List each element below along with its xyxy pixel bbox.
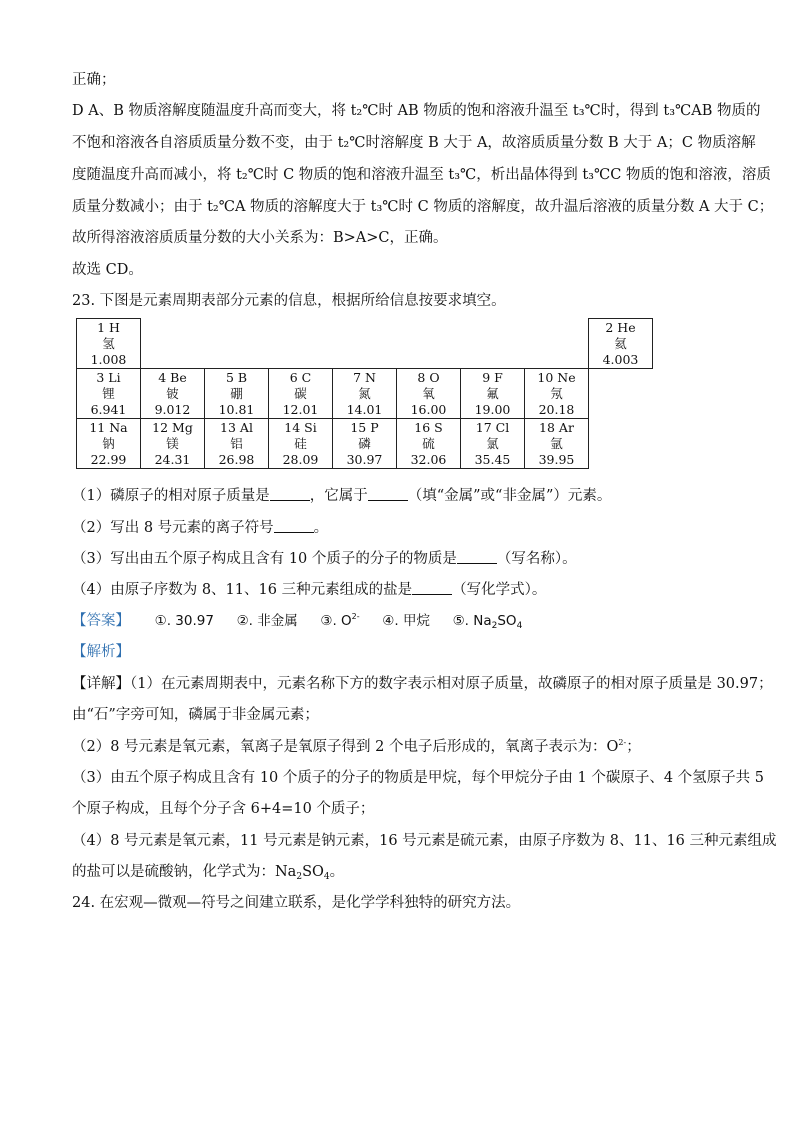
question-text: （写名称）。	[496, 551, 577, 567]
answer-blank	[368, 488, 408, 501]
answer-item: ①. 30.97	[154, 613, 214, 629]
question-24-title: 24. 在宏观—微观—符号之间建立联系，是化学学科独特的研究方法。	[72, 895, 521, 911]
question-text: （1）磷原子的相对原子质量是	[72, 488, 270, 504]
detail-line: （4）8 号元素是氧元素，11 号元素是钠元素，16 号元素是硫元素，由原子序数为 8、11、16 三种元素组成	[72, 833, 777, 849]
table-row	[77, 369, 653, 419]
question-text: （3）写出由五个原子构成且含有 10 个质子的分子的物质是	[72, 551, 457, 567]
detail-text: （1）在元素周期表中，元素名称下方的数字表示相对原子质量，故磷原子的相对原子质量是 30.97；	[130, 676, 773, 692]
answer-item: ②. 非金属	[236, 613, 298, 629]
question-1	[72, 484, 611, 505]
question-text: ，它属于	[309, 488, 368, 504]
answer-item: ③. $O^{2-}$	[320, 612, 360, 629]
element-cell: 15 P 磷 30.97	[333, 419, 397, 469]
text-line: 度随温度升高而减小，将 t₂℃时 C 物质的饱和溶液升温至 t₃℃，析出晶体得到 t₃℃C 物质的饱和溶液，溶质	[72, 167, 771, 183]
detail-label: 【详解】	[72, 676, 130, 692]
element-cell: 17 Cl 氯 35.45	[461, 419, 525, 469]
element-cell: 14 Si 硅 28.09	[269, 419, 333, 469]
element-name: 氢	[102, 335, 115, 351]
question-text: 。	[313, 520, 329, 536]
table-gap	[525, 319, 589, 369]
element-cell	[77, 319, 141, 369]
analysis-label: 【解析】	[72, 644, 130, 660]
detail-line	[72, 672, 773, 693]
detail-line: 的盐可以是硫酸钠，化学式为：$Na_2SO_4$。	[72, 864, 345, 882]
text-line: 故所得溶液溶质质量分数的大小关系为：B>A>C，正确。	[72, 230, 448, 246]
detail-line: 由“石”字旁可知，磷属于非金属元素；	[72, 707, 319, 723]
element-mass: 1.008	[90, 351, 127, 367]
element-symbol: 1 H	[97, 319, 120, 335]
question-3	[72, 547, 577, 568]
text-line: 质量分数减小；由于 t₂℃A 物质的溶解度大于 t₃℃时 C 物质的溶解度，故升温后溶液的质量分数 A 大于 C；	[72, 199, 774, 215]
element-cell: 4 Be 铍 9.012	[141, 369, 205, 419]
answer-label: 【答案】	[72, 613, 130, 629]
question-2	[72, 516, 328, 537]
question-text: （4）由原子序数为 8、11、16 三种元素组成的盐是	[72, 582, 413, 598]
table-row	[77, 319, 653, 369]
answer-item: ④. 甲烷	[382, 613, 430, 629]
element-cell	[589, 319, 653, 369]
question-4	[72, 578, 546, 599]
text-line: 不饱和溶液各自溶质质量分数不变，由于 t₂℃时溶解度 B 大于 A，故溶质质量分数 B 大于 A；C 物质溶解	[72, 135, 756, 151]
element-cell: 11 Na 钠 22.99	[77, 419, 141, 469]
question-text: （填“金属”或“非金属”）元素。	[407, 488, 612, 504]
text-line: D A、B 物质溶解度随温度升高而变大，将 t₂℃时 AB 物质的饱和溶液升温至 t₃℃时，得到 t₃℃AB 物质的	[72, 103, 761, 119]
answer-blank	[412, 582, 452, 595]
table-gap	[141, 319, 525, 369]
text-line: 故选 CD。	[72, 262, 143, 278]
element-symbol: 2 He	[605, 319, 636, 335]
element-cell: 10 Ne 氖 20.18	[525, 369, 589, 419]
element-mass: 4.003	[602, 351, 639, 367]
question-23-title: 23. 下图是元素周期表部分元素的信息，根据所给信息按要求填空。	[72, 293, 506, 309]
detail-line: （3）由五个原子构成且含有 10 个质子的分子的物质是甲烷，每个甲烷分子由 1 个碳原子、4 个氢原子共 5	[72, 770, 765, 786]
question-text: （2）写出 8 号元素的离子符号	[72, 520, 274, 536]
table-row	[77, 419, 653, 469]
element-cell: 3 Li 锂 6.941	[77, 369, 141, 419]
element-cell: 13 Al 铝 26.98	[205, 419, 269, 469]
answer-line	[72, 609, 540, 631]
element-cell: 16 S 硫 32.06	[397, 419, 461, 469]
answer-blank	[270, 488, 310, 501]
element-cell: 6 C 碳 12.01	[269, 369, 333, 419]
detail-line: 个原子构成，且每个分子含 6+4=10 个质子；	[72, 801, 375, 817]
detail-line: （2）8 号元素是氧元素，氧离子是氧原子得到 2 个电子后形成的，氧离子表示为：$O^{2-}$；	[72, 738, 641, 755]
element-cell: 9 F 氟 19.00	[461, 369, 525, 419]
element-name: 氦	[614, 335, 627, 351]
periodic-table	[76, 318, 653, 469]
element-cell: 5 B 硼 10.81	[205, 369, 269, 419]
question-text: （写化学式）。	[452, 582, 547, 598]
answer-item: ⑤. $Na_2SO_4$	[452, 613, 523, 631]
element-cell: 12 Mg 镁 24.31	[141, 419, 205, 469]
element-cell: 7 N 氮 14.01	[333, 369, 397, 419]
element-cell: 18 Ar 氩 39.95	[525, 419, 589, 469]
text-line: 正确；	[72, 72, 116, 88]
answer-blank	[274, 520, 314, 533]
answer-blank	[457, 551, 497, 564]
element-cell: 8 O 氧 16.00	[397, 369, 461, 419]
